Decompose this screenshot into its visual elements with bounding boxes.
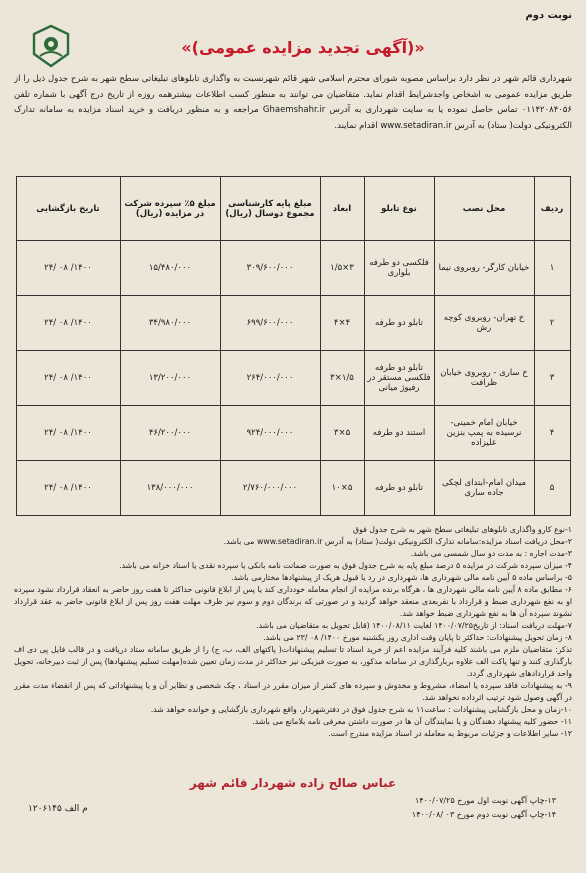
- col-header-row-number: ردیف: [534, 177, 570, 241]
- municipality-logo-icon: [30, 24, 72, 68]
- condition-item: ۷-مهلت دریافت اسناد: از تاریخ۱۴۰۰/۰۷/۲۵ لغایت ۱۴۰۰/۰۸/۱۱ (قابل تحویل به متقاضیان می باشد.: [256, 621, 572, 630]
- dimensions-cell: ۴×۴: [320, 296, 364, 351]
- dimensions-cell: ۵×۳: [320, 406, 364, 461]
- location-cell: خیابان کارگر- روبروی نیما: [434, 241, 534, 296]
- first-print-date: ۱۳-چاپ آگهی نوبت اول مورخ ۱۴۰۰/۰۷/۲۵: [414, 796, 556, 805]
- table-header-row: [16, 177, 570, 241]
- board-type-cell: استند دو طرفه: [364, 406, 434, 461]
- base-price-cell: ۲۶۴/۰۰۰/۰۰۰: [220, 351, 320, 406]
- board-type-cell: فلکسی دو طرفه بلواری: [364, 241, 434, 296]
- dimensions-cell: ۵×۱۰: [320, 461, 364, 516]
- auction-table: [16, 176, 571, 516]
- col-header-board-type: نوع تابلو: [364, 177, 434, 241]
- location-cell: خ تهران- روبروی کوچه رش: [434, 296, 534, 351]
- dimensions-cell: ۱/۵×۳: [320, 351, 364, 406]
- row-number: ۳: [534, 351, 570, 406]
- condition-item: ۱۰-زمان و محل بازگشایی پیشنهادات : ساعت۱۱ به شرح جدول فوق در دفترشهردار، واقع شهرداری بازگشایی و خوانده خواهد شد.: [150, 705, 572, 714]
- dimensions-cell: ۳×۱/۵: [320, 241, 364, 296]
- second-print-date: ۱۴-چاپ آگهی نوبت دوم مورخ ۰۳ /۱۴۰۰/۰۸: [411, 810, 556, 819]
- print-dates: [412, 794, 556, 822]
- location-cell: خیابان امام خمینی- نرسیده به پمپ بنزین علیزاده: [434, 406, 534, 461]
- col-header-dimensions: ابعاد: [320, 177, 364, 241]
- condition-item: ۸- زمان تحویل پیشنهادات: حداکثر تا پایان وقت اداری روز یکشنبه مورخ ۱۴۰۰/ ۰۸ /۲۳ می باشد.: [263, 633, 572, 642]
- condition-item: تذکر: متقاضیان ملزم می باشند کلیه فرآیند مزایده اعم از خرید اسناد تا تسلیم پیشنهادات( پاکتهای الف، ب، ج) را از طریق سامانه ستاد دریافت و در قالب فایل پی دی اف بارگذاری کنند و تنها پاکت الف علاوه بربارگذاری در سامانه مذکور، به صورت فیزیکی نیز حداکثر در مدت زمان تعیین شده(مهلت تسلیم پیشنهادها) پس از ثبت دبیرخانه، تحویل واحد قراردادهای شهرداری گردد.: [14, 645, 572, 678]
- deposit-cell: ۳۴/۹۸۰/۰۰۰: [120, 296, 220, 351]
- condition-item: ۱۲- سایر اطلاعات و جزئیات مربوط به معامله در اسناد مزایده مندرج است.: [328, 729, 572, 738]
- notice-code: م الف ۱۲۰۶۱۴۵: [28, 804, 88, 814]
- base-price-cell: ۲/۷۶۰/۰۰۰/۰۰۰: [220, 461, 320, 516]
- board-type-cell: تابلو دو طرفه فلکسی مستقر در رفیوژ میانی: [364, 351, 434, 406]
- base-price-cell: ۶۹۹/۶۰۰/۰۰۰: [220, 296, 320, 351]
- row-number: ۵: [534, 461, 570, 516]
- notice-footer: [10, 794, 576, 834]
- opening-date-cell: ۱۴۰۰/ ۰۸ /۲۴: [16, 296, 120, 351]
- deposit-cell: ۱۵/۴۸۰/۰۰۰: [120, 241, 220, 296]
- notice-header: [10, 4, 576, 72]
- conditions-list: [14, 524, 572, 774]
- board-type-cell: تابلو دو طرفه: [364, 296, 434, 351]
- deposit-cell: ۴۶/۲۰۰/۰۰۰: [120, 406, 220, 461]
- opening-date-cell: ۱۴۰۰/ ۰۸ /۲۴: [16, 241, 120, 296]
- condition-item: ۹- به پیشنهادات فاقد سپرده یا امضاء، مشروط و مخدوش و سپرده های کمتر از میزان مقرر در اسناد ، چک شخصی و نظایر آن و یا پیشنهاداتی که پس از انقضاء مدت مقرر در آگهی وصول شود ترتیب اثرداده نخواهد شد.: [14, 681, 572, 702]
- base-price-cell: ۹۲۴/۰۰۰/۰۰۰: [220, 406, 320, 461]
- opening-date-cell: ۱۴۰۰/ ۰۸ /۲۴: [16, 351, 120, 406]
- mayor-signature: عباس صالح زاده شهردار قائم شهر: [189, 776, 397, 790]
- location-cell: میدان امام-ابتدای لچکی جاده ساری: [434, 461, 534, 516]
- col-header-deposit: مبلغ ۵٪ سپرده شرکت در مزایده (ریال): [120, 177, 220, 241]
- row-number: ۱: [534, 241, 570, 296]
- row-number: ۲: [534, 296, 570, 351]
- table-row: [16, 406, 570, 461]
- page-title: «(آگهی تجدید مزایده عمومی)»: [181, 38, 425, 57]
- table-row: [16, 241, 570, 296]
- deposit-cell: ۱۳۸/۰۰۰/۰۰۰: [120, 461, 220, 516]
- deposit-cell: ۱۳/۲۰۰/۰۰۰: [120, 351, 220, 406]
- opening-date-cell: ۱۴۰۰/ ۰۸ /۲۴: [16, 406, 120, 461]
- col-header-base-price: مبلغ پایه کارشناسی مجموع دوسال (ریال): [220, 177, 320, 241]
- round-label: نوبت دوم: [525, 10, 572, 21]
- base-price-cell: ۳۰۹/۶۰۰/۰۰۰: [220, 241, 320, 296]
- opening-date-cell: ۱۴۰۰/ ۰۸ /۲۴: [16, 461, 120, 516]
- condition-item: ۶- مطابق ماده ۸ آیین نامه مالی شهرداری ها ، هرگاه برنده مزایده از انجام معامله خودداری کند یا پس از ابلاغ قانونی حداکثر تا هفت روز حاضر به انعقاد قرارداد نشود سپرده او به نفع شهرداری ضبط و قرارداد با نفربعدی منعقد خواهد گردید و در صورتی که برندگان دوم و سوم نیز ظرف مهلت هفت روز پس از ابلاغ قانونی حاضر به عقد قرارداد نشوند سپرده آن ها به نفع شهرداری ضبط خواهد شد.: [14, 585, 572, 618]
- location-cell: خ ساری - روبروی خیابان ظرافت: [434, 351, 534, 406]
- col-header-opening-date: تاریخ بازگشایی: [16, 177, 120, 241]
- intro-paragraph: شهرداری قائم شهر در نظر دارد براساس مصوبه شورای محترم اسلامی شهر قائم شهرنسبت به واگذاری تابلوهای تبلیغاتی سطح شهر به شرح جدول ذیل را از طریق مزایده عمومی به اشخاص واجدشرایط اقدام نماید. متقاضیان می توانند به منظور کسب اطلاعات بیشترهمه روزه از تاریخ درج آگهی با شماره تلفن ۰۱۱۴۲۰۸۴۰۵۶ تماس حاصل نموده یا به سایت شهرداری به آدرس Ghaemshahr.ir مراجعه و به منظور دریافت و خرید اسناد مزایده به سامانه تدارک الکترونیکی دولت( ستاد) به آدرس www.setadiran.ir اقدام نمایند.: [14, 74, 572, 131]
- table-row: [16, 296, 570, 351]
- condition-item: ۱-نوع کارو واگذاری تابلوهای تبلیغاتی سطح شهر به شرح جدول فوق: [353, 525, 572, 534]
- table-row: [16, 461, 570, 516]
- condition-item: ۴- میزان سپرده شرکت در مزایده ۵ درصد مبلغ پایه به شرح جدول فوق به صورت ضمانت نامه بانکی یا سپرده نقدی یا اسناد خزانه می باشد.: [119, 561, 572, 570]
- table-row: [16, 351, 570, 406]
- condition-item: ۳-مدت اجاره : به مدت دو سال شمسی می باشد.: [410, 549, 572, 558]
- board-type-cell: تابلو دو طرفه: [364, 461, 434, 516]
- row-number: ۴: [534, 406, 570, 461]
- condition-item: ۵- براساس ماده ۵ آیین نامه مالی شهرداری ها، شهرداری در رد یا قبول هریک از پیشنهادها مختارمی باشد.: [231, 573, 572, 582]
- col-header-location: محل نصب: [434, 177, 534, 241]
- condition-item: ۲-محل دریافت اسناد مزایده:سامانه تدارک الکترونیکی دولت( ستاد) به آدرس www.setadiran.ir می باشد.: [223, 537, 572, 546]
- condition-item: ۱۱- حضور کلیه پیشنهاد دهندگان و یا نمایندگان آن ها در صورت داشتن معرفی نامه بلامانع می باشد.: [252, 717, 572, 726]
